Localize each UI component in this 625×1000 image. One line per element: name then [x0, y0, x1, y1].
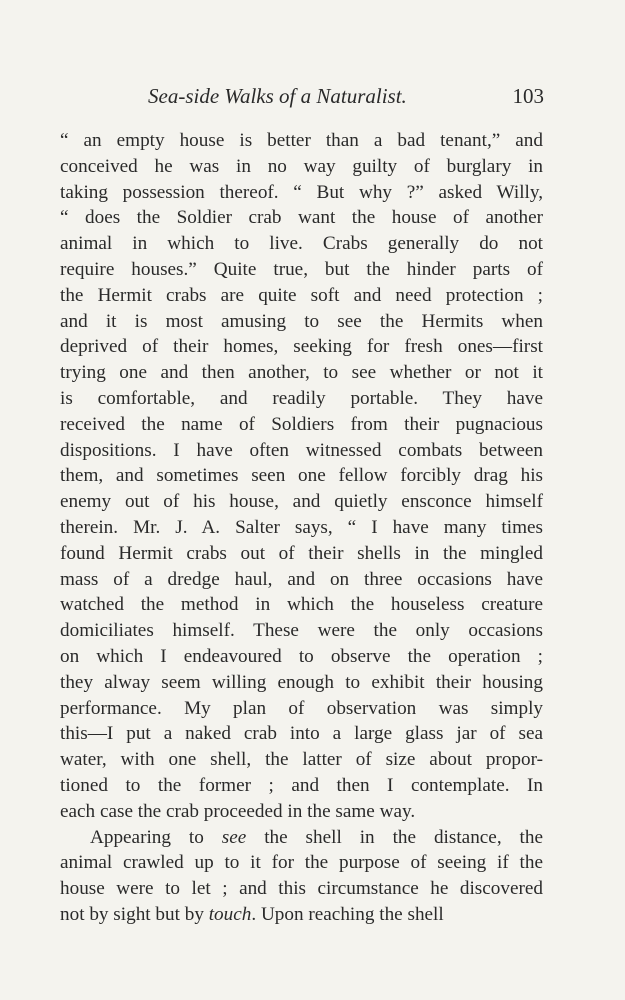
- paragraph: [60, 128, 543, 825]
- text-line: and it is most amusing to see the Hermits when: [60, 310, 543, 332]
- text-line: conceived he was in no way guilty of burglary in: [60, 155, 543, 177]
- running-title: Sea-side Walks of a Naturalist.: [148, 84, 407, 108]
- text-line: animal crawled up to it for the purpose of seeing if the: [60, 852, 543, 874]
- text-line: mass of a dredge haul, and on three occasions have: [60, 568, 543, 590]
- text-line: watched the method in which the houseless creature: [60, 594, 543, 616]
- text-line: is comfortable, and readily portable. They have: [60, 387, 543, 409]
- text-line: trying one and then another, to see whether or not it: [60, 362, 543, 384]
- text-line: tioned to the former ; and then I contemplate. In: [60, 774, 543, 796]
- text-line: require houses.” Quite true, but the hinder parts of: [60, 258, 543, 280]
- text-line: therein. Mr. J. A. Salter says, “ I have many times: [60, 516, 543, 538]
- text-line: domiciliates himself. These were the only occasions: [60, 620, 543, 642]
- text-line: them, and sometimes seen one fellow forcibly drag his: [60, 465, 543, 487]
- paragraph: [60, 825, 543, 928]
- text-line: taking possession thereof. “ But why ?” asked Willy,: [60, 181, 543, 203]
- text-line: water, with one shell, the latter of size about propor-: [60, 749, 543, 771]
- text-line: received the name of Soldiers from their pugnacious: [60, 413, 543, 435]
- text-line: found Hermit crabs out of their shells in the mingled: [60, 542, 543, 564]
- text-line: not by sight but by touch. Upon reaching the shell: [60, 903, 444, 925]
- text-line: deprived of their homes, seeking for fresh ones—first: [60, 336, 543, 358]
- text-line: Appearing to see the shell in the distance, the: [90, 826, 543, 848]
- text-line: dispositions. I have often witnessed combats between: [60, 439, 543, 461]
- body-text: [60, 128, 543, 928]
- text-line: animal in which to live. Crabs generally do not: [60, 233, 543, 255]
- text-line: performance. My plan of observation was simply: [60, 697, 543, 719]
- page-header: [60, 84, 546, 114]
- text-line: on which I endeavoured to observe the operation ;: [60, 645, 543, 667]
- text-line: they alway seem willing enough to exhibit their housing: [60, 671, 543, 693]
- text-line: “ an empty house is better than a bad tenant,” and: [60, 130, 543, 151]
- text-line: enemy out of his house, and quietly ensconce himself: [60, 491, 543, 513]
- page-number: 103: [512, 84, 544, 108]
- text-line: “ does the Soldier crab want the house of another: [60, 207, 543, 229]
- text-line: the Hermit crabs are quite soft and need protection ;: [60, 284, 543, 306]
- text-line: each case the crab proceeded in the same way.: [60, 800, 416, 822]
- text-line: house were to let ; and this circumstance he discovered: [60, 878, 543, 900]
- text-line: this—I put a naked crab into a large glass jar of sea: [60, 723, 543, 745]
